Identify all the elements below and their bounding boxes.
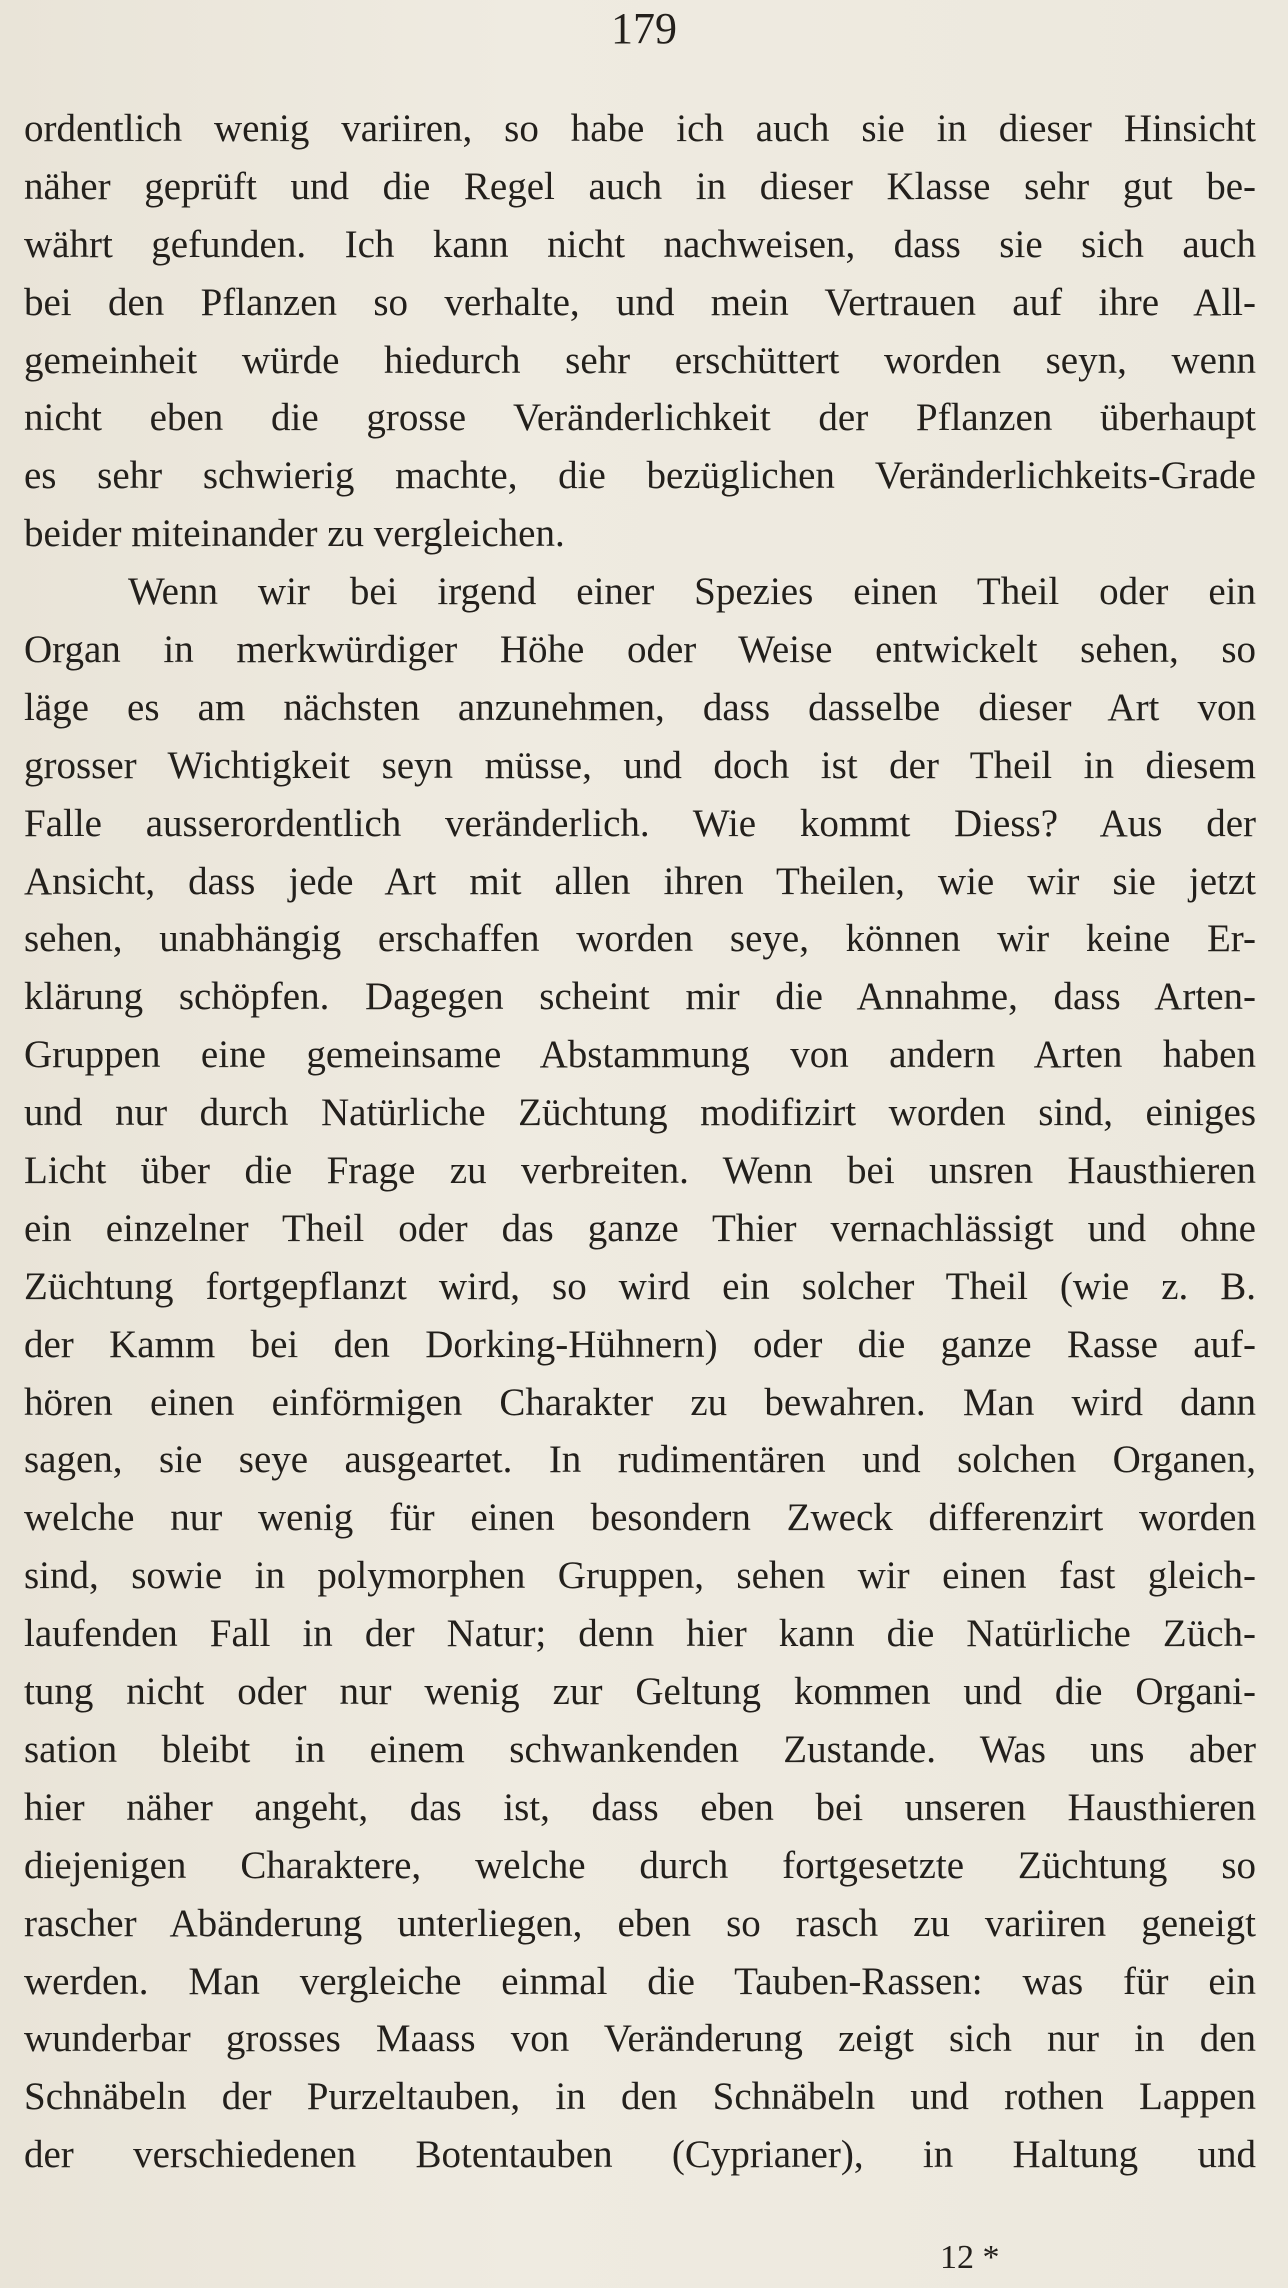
text-line: hier näher angeht, das ist, dass eben bei unseren Hausthieren	[24, 1785, 1256, 1829]
text-line: klärung schöpfen. Dagegen scheint mir die Annahme, dass Arten-	[24, 975, 1256, 1019]
signature-mark: 12 *	[940, 2239, 1000, 2276]
text-line: es sehr schwierig machte, die bezüglichen Veränderlichkeits-Grade	[24, 454, 1256, 498]
text-line: rascher Abänderung unterliegen, eben so rasch zu variiren geneigt	[24, 1901, 1256, 1945]
text-line: tung nicht oder nur wenig zur Geltung kommen und die Organi-	[24, 1670, 1256, 1714]
text-line: sation bleibt in einem schwankenden Zustande. Was uns aber	[24, 1727, 1256, 1771]
text-line: der Kamm bei den Dorking-Hühnern) oder die ganze Rasse auf-	[24, 1322, 1256, 1366]
text-line: sagen, sie seye ausgeartet. In rudimentären und solchen Organen,	[24, 1438, 1256, 1482]
text-line: der verschiedenen Botentauben (Cyprianer), in Haltung und	[24, 2133, 1256, 2177]
text-line: sind, sowie in polymorphen Gruppen, sehen wir einen fast gleich-	[24, 1554, 1256, 1598]
text-line: laufenden Fall in der Natur; denn hier kann die Natürliche Züch-	[24, 1612, 1256, 1656]
text-line: bei den Pflanzen so verhalte, und mein Vertrauen auf ihre All-	[24, 280, 1256, 324]
text-line: nicht eben die grosse Veränderlichkeit der Pflanzen überhaupt	[24, 396, 1256, 440]
text-line: Gruppen eine gemeinsame Abstammung von andern Arten haben	[24, 1033, 1256, 1077]
text-line: näher geprüft und die Regel auch in dieser Klasse sehr gut be-	[24, 164, 1256, 208]
text-line: Wenn wir bei irgend einer Spezies einen Theil oder ein	[128, 570, 1256, 614]
page-number: 179	[611, 4, 677, 53]
text-line: Organ in merkwürdiger Höhe oder Weise entwickelt sehen, so	[24, 628, 1256, 672]
text-line: ein einzelner Theil oder das ganze Thier vernachlässigt und ohne	[24, 1206, 1256, 1250]
text-line: Licht über die Frage zu verbreiten. Wenn bei unsren Hausthieren	[24, 1149, 1256, 1193]
text-line: grosser Wichtigkeit seyn müsse, und doch ist der Theil in diesem	[24, 743, 1256, 787]
text-line: beider miteinander zu vergleichen.	[24, 512, 565, 556]
text-line: läge es am nächsten anzunehmen, dass dasselbe dieser Art von	[24, 685, 1256, 729]
text-line: welche nur wenig für einen besondern Zweck differenzirt worden	[24, 1496, 1256, 1540]
text-line: wunderbar grosses Maass von Veränderung zeigt sich nur in den	[24, 2017, 1256, 2061]
text-line: ordentlich wenig variiren, so habe ich auch sie in dieser Hinsicht	[24, 107, 1256, 150]
text-line: währt gefunden. Ich kann nicht nachweisen, dass sie sich auch	[24, 222, 1256, 266]
text-line: Falle ausserordentlich veränderlich. Wie kommt Diess? Aus der	[24, 801, 1256, 845]
text-line: und nur durch Natürliche Züchtung modifizirt worden sind, einiges	[24, 1091, 1256, 1135]
text-line: hören einen einförmigen Charakter zu bewahren. Man wird dann	[24, 1380, 1256, 1424]
body-text	[24, 100, 1256, 2184]
text-line: Züchtung fortgepflanzt wird, so wird ein solcher Theil (wie z. B.	[24, 1264, 1256, 1308]
text-line: diejenigen Charaktere, welche durch fortgesetzte Züchtung so	[24, 1843, 1256, 1887]
text-line: Ansicht, dass jede Art mit allen ihren Theilen, wie wir sie jetzt	[24, 859, 1256, 903]
text-line: werden. Man vergleiche einmal die Tauben-Rassen: was für ein	[24, 1959, 1256, 2003]
text-line: gemeinheit würde hiedurch sehr erschüttert worden seyn, wenn	[24, 338, 1256, 382]
text-line: Schnäbeln der Purzeltauben, in den Schnäbeln und rothen Lappen	[24, 2075, 1256, 2119]
text-line: sehen, unabhängig erschaffen worden seye, können wir keine Er-	[24, 917, 1256, 961]
